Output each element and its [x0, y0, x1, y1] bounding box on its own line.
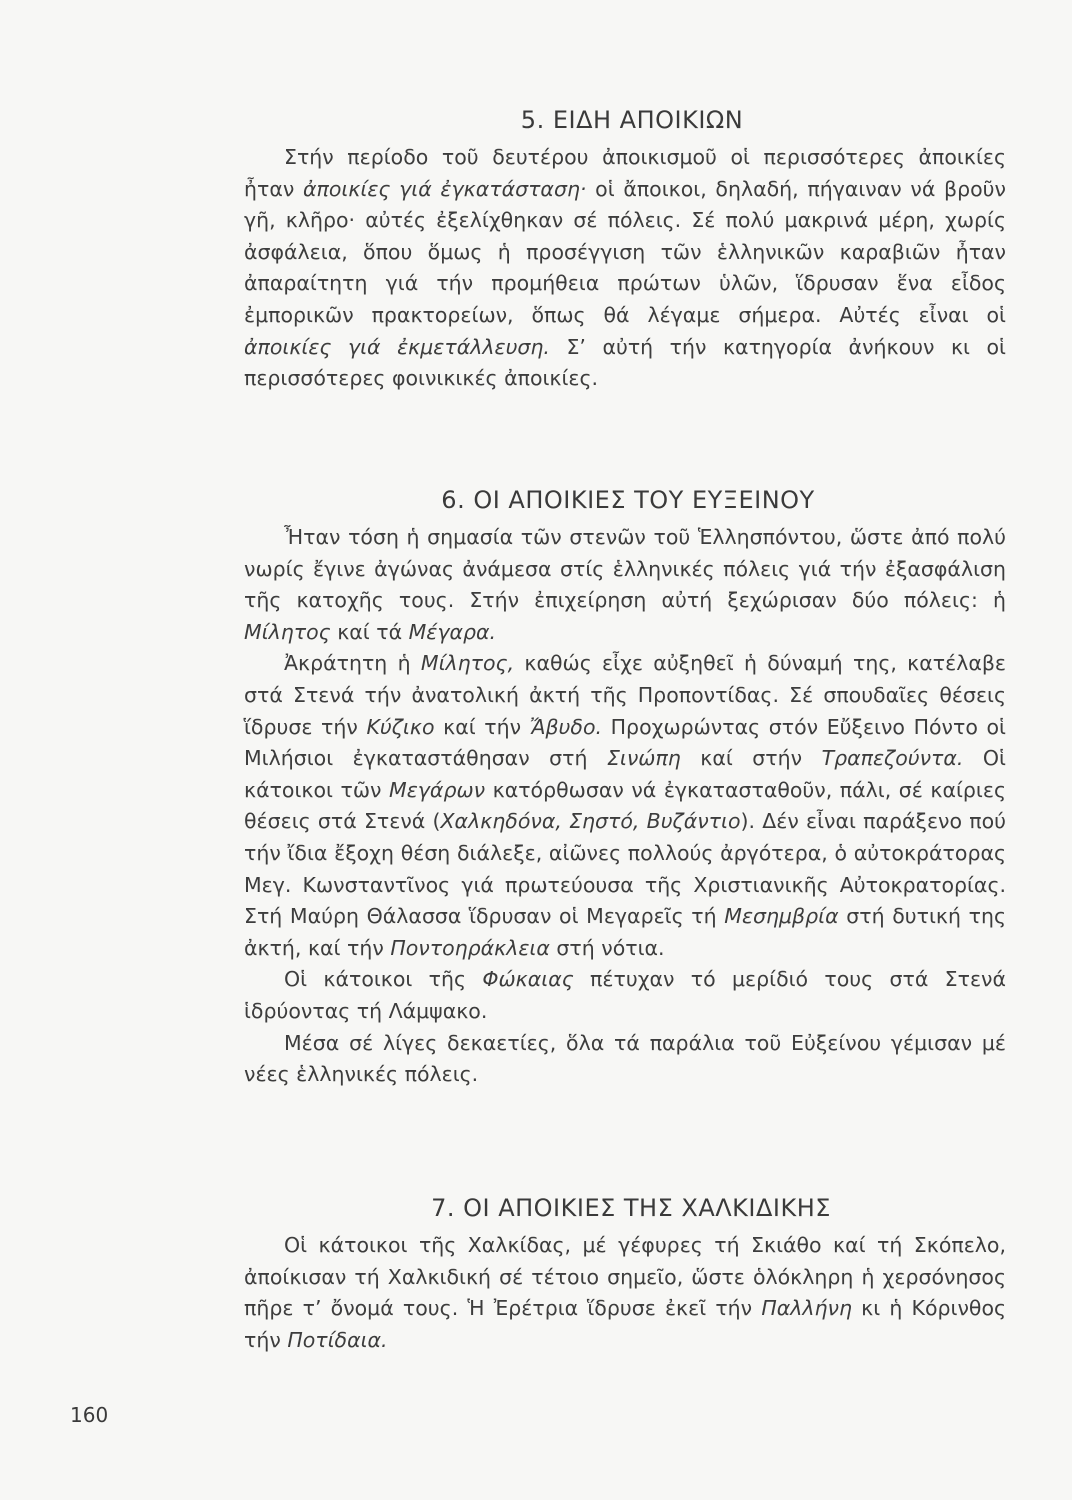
text-run: καί στήν [680, 746, 822, 771]
paragraph [244, 1028, 1006, 1091]
page-number: 160 [70, 1403, 109, 1427]
text-run: ). Δέν εἶναι παράξενο πού τήν ἴδια ἔξοχη θέση διάλεξε, αἰῶνες πολλούς ἀργότερα, ὁ αὐτοκράτορας Μεγ. Κωνσταντῖνος γιά πρωτεύουσα τῆς Χριστιανικῆς Αὐτοκρατορίας. Στή Μαύρη Θάλασσα ἵδρυσαν οἱ Μεγαρεῖς τή [244, 809, 1007, 929]
section-apoikies-efxeinou [244, 484, 1006, 1091]
italic-term: Μίλητος [244, 619, 331, 644]
text-run: καί τά [330, 619, 409, 644]
italic-term: Μέγαρα. [408, 619, 497, 644]
text-run: Στήν περίοδο τοῦ δευτέρου ἀποικισμοῦ οἱ περισσότερες ἀποικίες ἦταν [244, 145, 1006, 201]
italic-term: Τραπεζούντα. [821, 746, 964, 771]
text-run: κι ἡ Κόρινθος τήν [244, 1296, 1007, 1352]
paragraph [244, 964, 1006, 1027]
italic-term: Μεγάρων [389, 777, 486, 802]
paragraph [244, 142, 1006, 395]
text-run: πέτυχαν τό μερίδιό τους στά Στενά ἱδρύοντας τή Λάμψακο. [244, 967, 1006, 1023]
italic-term: Ποτίδαια. [287, 1327, 388, 1352]
text-run: Οἱ κάτοικοι τῶν [244, 746, 1006, 802]
text-run: Σ’ αὐτή τήν κατηγορία ἀνήκουν κι οἱ περισσότερες φοινικικές ἀποικίες. [244, 334, 1006, 391]
italic-term: Κύζικο [366, 714, 435, 739]
italic-term: Φώκαιας [482, 967, 574, 992]
paragraph [244, 1230, 1006, 1356]
italic-term: Μίλητος, [420, 651, 515, 676]
paragraph [244, 522, 1006, 648]
italic-term: Χαλκηδόνα, Σηστό, Βυζάντιο [440, 809, 741, 834]
section-eidi-apoikion [244, 104, 1006, 395]
italic-term: Παλλήνη [761, 1296, 852, 1321]
italic-term: ἀποικίες γιά ἐκμετάλλευση. [244, 334, 550, 359]
text-run: Οἱ κάτοικοι τῆς [284, 967, 483, 992]
text-run: Οἱ κάτοικοι τῆς Χαλκίδας, μέ γέφυρες τή Σκιάθο καί τή Σκόπελο, ἀποίκισαν τή Χαλκιδική σέ τέτοιο σημεῖο, ὥστε ὁλόκληρη ἡ χερσόνησος πῆρε τ’ ὄνομά τους. Ἡ Ἐρέτρια ἵδρυσε ἐκεῖ τήν [244, 1233, 1006, 1321]
italic-term: Μεσημβρία [724, 904, 839, 929]
italic-term: Σινώπη [606, 746, 681, 771]
text-run: στή νότια. [549, 935, 665, 960]
text-run: καθώς εἶχε αὐξηθεῖ ἡ δύναμή της, κατέλαβε στά Στενά τήν ἀνατολική ἀκτή τῆς Προποντίδας. Σέ σπουδαῖες θέσεις ἵδρυσε τήν [244, 651, 1007, 739]
text-run: καί τήν [434, 714, 530, 739]
text-run: Ἀκράτητη ἡ [284, 651, 421, 676]
text-run: Προχωρώντας στόν Εὔξεινο Πόντο οἱ Μιλήσιοι ἐγκαταστάθησαν στή [244, 714, 1006, 771]
text-run: στή δυτική της ἀκτή, καί τήν [244, 904, 1006, 960]
text-run: Ἦταν τόση ἡ σημασία τῶν στενῶν τοῦ Ἑλλησπόντου, ὥστε ἀπό πολύ νωρίς ἔγινε ἀγώνας ἀνάμεσα στίς ἑλληνικές πόλεις γιά τήν ἐξασφάλιση τῆς κατοχῆς τους. Στήν ἐπιχείρηση αὐτή ξεχώρισαν δύο πόλεις: ἡ [244, 525, 1006, 613]
italic-term: Ἄβυδο. [529, 714, 603, 739]
text-run: Μέσα σέ λίγες δεκαετίες, ὅλα τά παράλια τοῦ Εὐξείνου γέμισαν μέ νέες ἑλληνικές πόλεις. [244, 1030, 1006, 1087]
section-heading: 5. ΕΙΔΗ ΑΠΟΙΚΙΩΝ [520, 106, 744, 134]
italic-term: ἀποικίες γιά ἐγκατάσταση· [303, 176, 587, 201]
paragraph [244, 648, 1006, 964]
section-heading: 7. ΟΙ ΑΠΟΙΚΙΕΣ ΤΗΣ ΧΑΛΚΙΔΙΚΗΣ [431, 1194, 831, 1222]
section-apoikies-chalkidikis [244, 1192, 1006, 1356]
section-heading: 6. ΟΙ ΑΠΟΙΚΙΕΣ ΤΟΥ ΕΥΞΕΙΝΟΥ [441, 486, 815, 514]
italic-term: Ποντοηράκλεια [390, 935, 550, 960]
text-run: οἱ ἄποικοι, δηλαδή, πήγαιναν νά βροῦν γῆ, κλῆρο· αὐτές ἐξελίχθηκαν σέ πόλεις. Σέ πολύ μακρινά μέρη, χωρίς ἀσφάλεια, ὅπου ὅμως ἡ προσέγγιση τῶν ἑλληνικῶν καραβιῶν ἦταν ἀπαραίτητη γιά τήν προμήθεια πρώτων ὑλῶν, ἵδρυσαν ἕνα εἶδος ἐμπορικῶν πρακτορείων, ὅπως θά λέγαμε σήμερα. Αὐτές εἶναι οἱ [244, 176, 1006, 327]
text-run: κατόρθωσαν νά ἐγκατασταθοῦν, πάλι, σέ καίριες θέσεις στά Στενά ( [244, 777, 1006, 834]
